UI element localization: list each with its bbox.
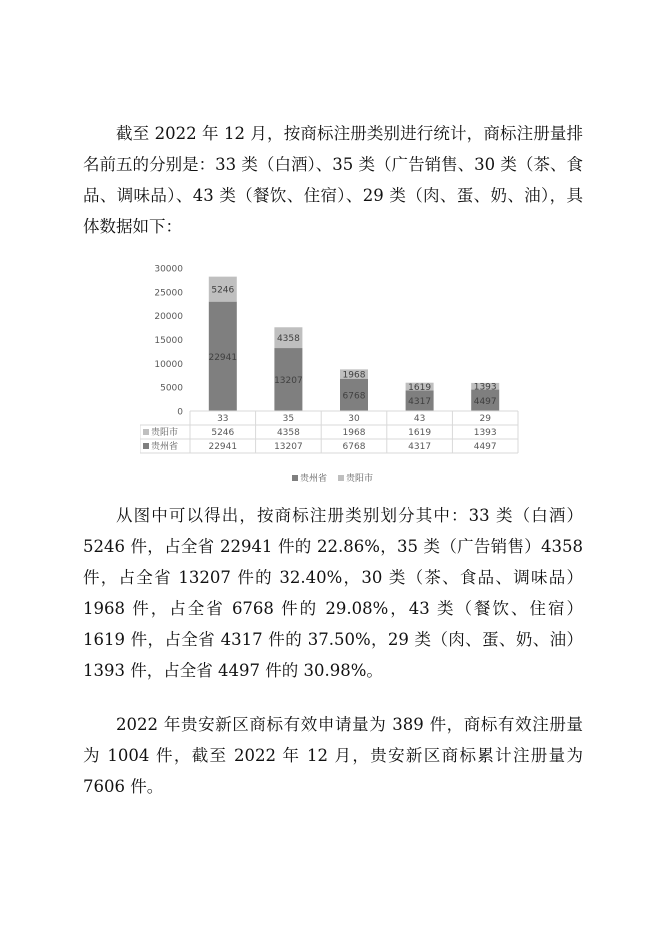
y-tick-label: 25000 (154, 288, 183, 299)
data-label: 13207 (274, 376, 303, 387)
data-label: 6768 (342, 391, 366, 402)
x-tick-label: 29 (479, 414, 491, 424)
y-axis (154, 265, 183, 418)
table-legend-key (143, 443, 149, 449)
x-tick-label: 43 (413, 414, 426, 424)
table-cell: 6768 (342, 442, 366, 452)
data-label: 5246 (211, 285, 235, 296)
bars (208, 277, 499, 411)
y-tick-label: 15000 (154, 336, 183, 346)
table-legend-key (143, 429, 149, 435)
y-tick-label: 5000 (160, 383, 183, 394)
legend (292, 472, 373, 484)
data-label: 1968 (342, 370, 366, 381)
x-tick-label: 33 (217, 414, 229, 424)
legend-label: 贵阳市 (346, 474, 374, 484)
paragraph-summary: 2022 年贵安新区商标有效申请量为 389 件，商标有效注册量为 1004 件，截至 2022 年 12 月，贵安新区商标累计注册量为 7606 件。 (83, 715, 583, 796)
y-tick-label: 10000 (154, 359, 183, 370)
data-label: 1619 (408, 383, 432, 394)
x-tick-label: 30 (348, 414, 360, 424)
table-cell: 4497 (473, 442, 497, 452)
data-label: 4358 (276, 334, 300, 345)
paragraph-intro: 截至 2022 年 12 月，按商标注册类别进行统计，商标注册量排名前五的分别是：33 类（白酒）、35 类（广告销售、30 类（茶、食品、调味品）、43 类（餐饮、住宿）、29 类（肉、蛋、奶、油），具体数据如下： (83, 124, 583, 236)
table-cell: 1619 (408, 428, 432, 438)
table-cell: 1968 (342, 428, 366, 438)
legend-label: 贵州省 (300, 474, 328, 484)
table-cell: 4317 (408, 442, 432, 452)
x-tick-label: 35 (282, 414, 295, 424)
y-tick-label: 0 (177, 407, 183, 418)
table-cell: 13207 (274, 442, 303, 452)
table-row-label: 贵阳市 (151, 428, 179, 438)
data-label: 4497 (473, 396, 497, 407)
table-row-label: 贵州省 (151, 442, 179, 452)
data-label: 22941 (208, 352, 238, 363)
table-cell: 4358 (276, 428, 300, 438)
y-tick-label: 20000 (154, 312, 183, 323)
stacked-bar-chart (140, 258, 530, 490)
legend-swatch (338, 475, 344, 481)
data-table (140, 411, 518, 453)
paragraph-analysis: 从图中可以得出，按商标注册类别划分其中：33 类（白酒）5246 件，占全省 22941 件的 22.86%，35 类（广告销售）4358 件，占全省 13207 件的 32.40%，30 类（茶、食品、调味品）1968 件，占全省 6768 件的 29.08%，43 类（餐饮、住宿）1619 件，占全省 4317 件的 37.50%，29 类（肉、蛋、奶、油）1393 件，占全省 4497 件的 30.98%。 (83, 506, 583, 680)
table-cell: 5246 (211, 428, 235, 438)
data-label: 4317 (408, 397, 432, 408)
table-cell: 1393 (473, 428, 497, 438)
table-cell: 22941 (208, 442, 238, 452)
data-label: 1393 (473, 382, 497, 393)
legend-swatch (292, 475, 298, 481)
y-tick-label: 30000 (154, 264, 183, 275)
